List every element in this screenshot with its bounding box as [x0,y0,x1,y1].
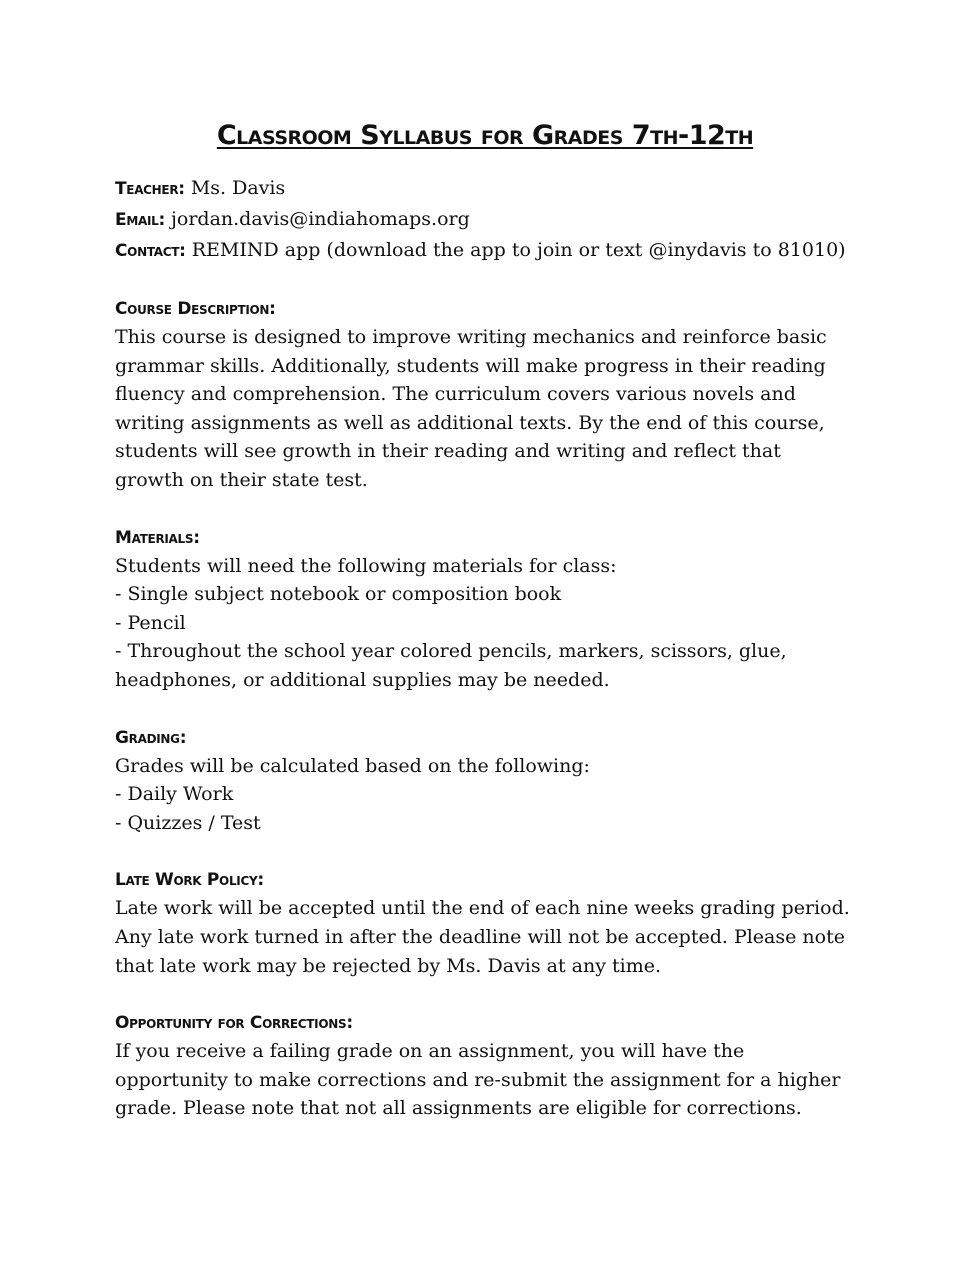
email-label: Email: [115,210,165,230]
late-work-text: Late work will be accepted until the end of each nine weeks grading period. Any late work turned in after the deadline will not be accepted. Please note that late work may be rejected by Ms. Davis at any time. [115,897,850,977]
grading-item: - Daily Work [115,783,234,806]
corrections-section [115,1009,855,1123]
email-value: jordan.davis@indiahomaps.org [171,208,470,230]
contact-value: REMIND app (download the app to join or text @inydavis to 81010) [191,239,846,261]
teacher-line [115,173,855,204]
grading-section [115,724,855,838]
corrections-text: If you receive a failing grade on an assignment, you will have the opportunity to make corrections and re-submit the assignment for a higher grade. Please note that not all assignments are eligible for corrections. [115,1040,841,1120]
course-description-section [115,295,855,495]
grading-intro: Grades will be calculated based on the following: [115,754,590,777]
late-work-heading: Late Work Policy: [115,870,264,891]
corrections-heading: Opportunity for Corrections: [115,1013,353,1034]
contact-line [115,235,855,266]
materials-intro: Students will need the following materials for class: [115,554,617,577]
contact-label: Contact: [115,241,186,261]
syllabus-document [115,118,855,1123]
course-description-heading: Course Description: [115,299,276,319]
grading-heading: Grading: [115,727,187,748]
materials-heading: Materials: [115,527,200,548]
materials-section [115,524,855,695]
materials-item: - Pencil [115,611,186,634]
teacher-value: Ms. Davis [190,177,286,199]
materials-item: - Throughout the school year colored pencils, markers, scissors, glue, headphones, or additional supplies may be needed. [115,640,787,691]
late-work-section [115,866,855,980]
materials-item: - Single subject notebook or composition book [115,583,562,606]
teacher-label: Teacher: [115,179,185,199]
email-line [115,204,855,235]
grading-item: - Quizzes / Test [115,811,261,834]
page-title: Classroom Syllabus for Grades 7th-12th [216,120,754,151]
course-description-text: This course is designed to improve writing mechanics and reinforce basic grammar skills. Additionally, students will make progress in their reading fluency and comprehension. The curriculum covers various novels and writing assignments as well as additional texts. By the end of this course, students will see growth in their reading and writing and reflect that growth on their state test. [115,326,827,491]
